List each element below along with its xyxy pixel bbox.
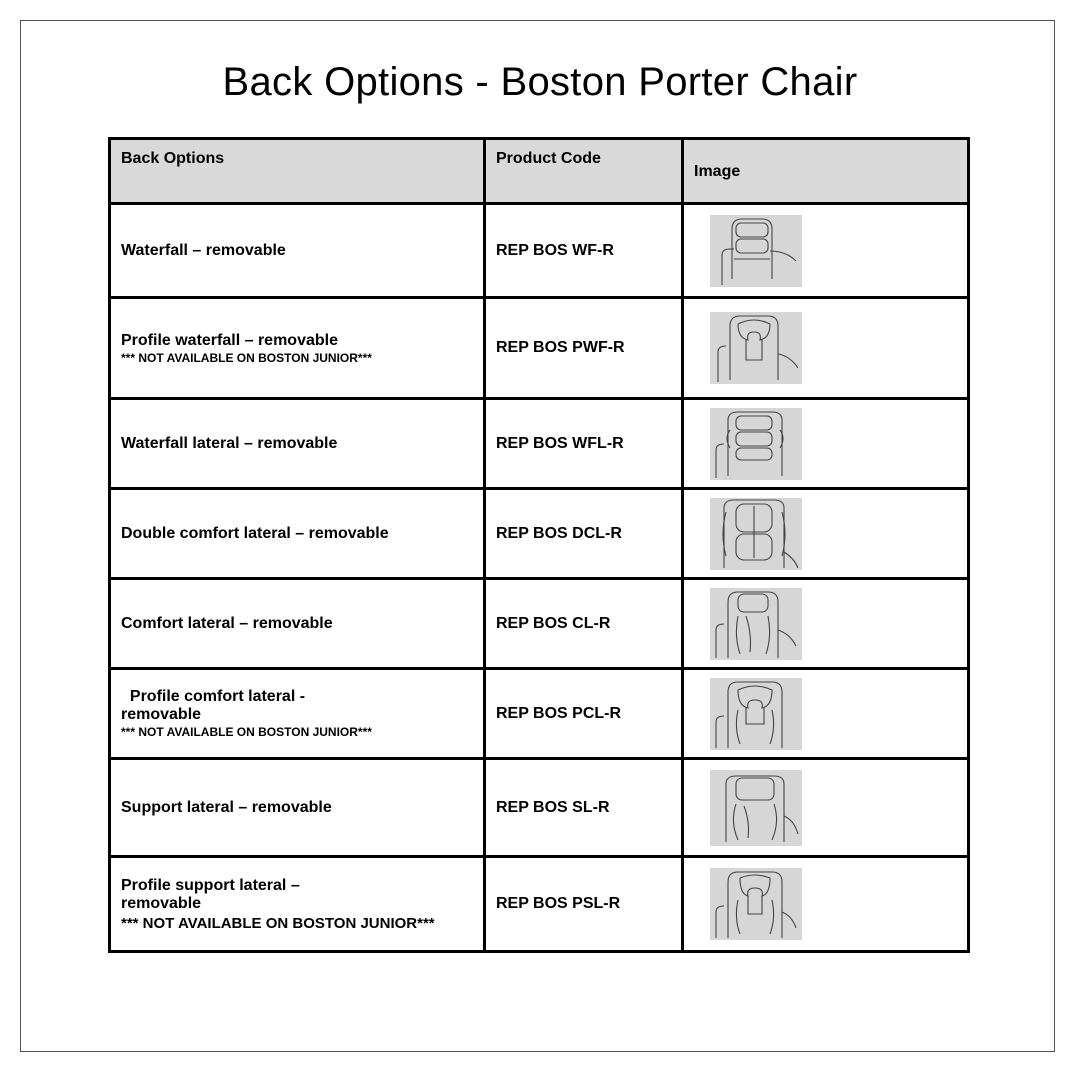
availability-note: *** NOT AVAILABLE ON BOSTON JUNIOR*** (121, 725, 372, 739)
option-label: Waterfall – removable (121, 241, 286, 259)
header-image: Image (683, 139, 969, 204)
table-row (110, 489, 969, 579)
option-label: Double comfort lateral – removable (121, 524, 389, 542)
image-cell (683, 857, 969, 952)
image-cell (683, 204, 969, 298)
option-cell (110, 669, 485, 759)
table-row (110, 399, 969, 489)
product-code: REP BOS WFL-R (485, 399, 683, 489)
table-row (110, 204, 969, 298)
product-code: REP BOS DCL-R (485, 489, 683, 579)
profile-waterfall-back-chair-icon (710, 312, 802, 384)
product-code: REP BOS WF-R (485, 204, 683, 298)
image-cell (683, 489, 969, 579)
product-code: REP BOS PCL-R (485, 669, 683, 759)
option-cell (110, 759, 485, 857)
table-header-row (110, 139, 969, 204)
option-label: Comfort lateral – removable (121, 614, 333, 632)
product-code: REP BOS CL-R (485, 579, 683, 669)
image-cell (683, 298, 969, 399)
table-row (110, 298, 969, 399)
option-cell (110, 204, 485, 298)
product-code: REP BOS PSL-R (485, 857, 683, 952)
option-cell (110, 399, 485, 489)
availability-note: *** NOT AVAILABLE ON BOSTON JUNIOR*** (121, 350, 372, 365)
image-cell (683, 579, 969, 669)
comfort-lateral-back-chair-icon (710, 588, 802, 660)
option-cell (110, 579, 485, 669)
waterfall-back-chair-icon (710, 215, 802, 287)
availability-note: *** NOT AVAILABLE ON BOSTON JUNIOR*** (121, 914, 435, 932)
waterfall-lateral-back-chair-icon (710, 408, 802, 480)
support-lateral-back-chair-icon (710, 770, 802, 846)
page-title: Back Options - Boston Porter Chair (222, 60, 858, 104)
option-label: Support lateral – removable (121, 798, 332, 816)
option-cell (110, 298, 485, 399)
header-back-options: Back Options (110, 139, 485, 204)
option-cell (110, 857, 485, 952)
option-label: Waterfall lateral – removable (121, 434, 338, 452)
profile-support-lateral-back-chair-icon (710, 868, 802, 940)
table-row (110, 579, 969, 669)
product-code: REP BOS PWF-R (485, 298, 683, 399)
image-cell (683, 399, 969, 489)
image-cell (683, 759, 969, 857)
image-cell (683, 669, 969, 759)
product-code: REP BOS SL-R (485, 759, 683, 857)
option-label: Profile waterfall – removable (121, 331, 338, 349)
double-comfort-lateral-back-chair-icon (710, 498, 802, 570)
table-row (110, 759, 969, 857)
option-cell (110, 489, 485, 579)
header-product-code: Product Code (485, 139, 683, 204)
table-row (110, 857, 969, 952)
table-row (110, 669, 969, 759)
option-label: Profile comfort lateral - removable (121, 688, 310, 723)
option-label: Profile support lateral – removable (121, 876, 300, 912)
back-options-table (108, 137, 970, 953)
profile-comfort-lateral-back-chair-icon (710, 678, 802, 750)
